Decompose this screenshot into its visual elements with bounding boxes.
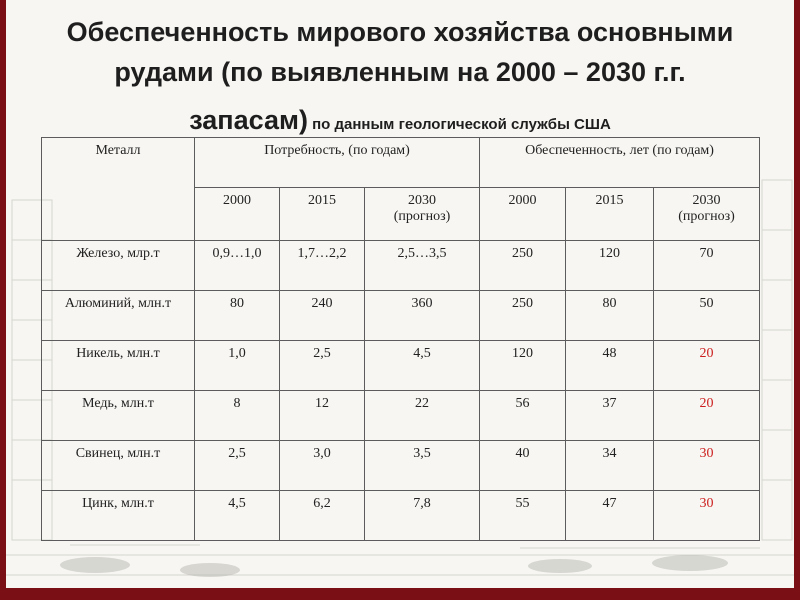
cell-supply-2030-highlight: 30 <box>654 491 760 541</box>
forecast-label: (прогноз) <box>678 209 735 224</box>
cell-supply-2015: 48 <box>566 341 654 391</box>
cell-demand-2015: 2,5 <box>280 341 365 391</box>
table-row <box>42 491 760 541</box>
cell-demand-2015: 12 <box>280 391 365 441</box>
cell-metal: Свинец, млн.т <box>42 441 195 491</box>
cell-supply-2000: 250 <box>480 291 566 341</box>
cell-metal: Алюминий, млн.т <box>42 291 195 341</box>
table-row <box>42 291 760 341</box>
cell-demand-2000: 1,0 <box>195 341 280 391</box>
cell-supply-2030-highlight: 20 <box>654 341 760 391</box>
cell-metal: Цинк, млн.т <box>42 491 195 541</box>
cell-demand-2030: 360 <box>365 291 480 341</box>
bottom-frame-bar <box>0 588 800 600</box>
cell-supply-2015: 34 <box>566 441 654 491</box>
table-row <box>42 441 760 491</box>
table-row <box>42 241 760 291</box>
cell-supply-2000: 56 <box>480 391 566 441</box>
cell-demand-2000: 80 <box>195 291 280 341</box>
cell-supply-2030: 70 <box>654 241 760 291</box>
cell-supply-2030: 50 <box>654 291 760 341</box>
cell-demand-2030: 7,8 <box>365 491 480 541</box>
header-supply-2015: 2015 <box>566 188 654 241</box>
title-line-1: Обеспеченность мирового хозяйства основными <box>66 17 734 47</box>
cell-demand-2015: 6,2 <box>280 491 365 541</box>
header-supply-2030 <box>654 188 760 241</box>
header-supply-2000: 2000 <box>480 188 566 241</box>
ore-supply-table <box>41 137 760 541</box>
cell-demand-2030: 22 <box>365 391 480 441</box>
cell-supply-2000: 250 <box>480 241 566 291</box>
cell-supply-2015: 37 <box>566 391 654 441</box>
cell-demand-2000: 8 <box>195 391 280 441</box>
cell-demand-2000: 2,5 <box>195 441 280 491</box>
cell-supply-2000: 40 <box>480 441 566 491</box>
cell-metal: Никель, млн.т <box>42 341 195 391</box>
title-line-2: рудами (по выявленным на 2000 – 2030 г.г. <box>114 57 686 87</box>
cell-supply-2030-highlight: 20 <box>654 391 760 441</box>
cell-supply-2000: 120 <box>480 341 566 391</box>
cell-metal: Медь, млн.т <box>42 391 195 441</box>
cell-demand-2015: 3,0 <box>280 441 365 491</box>
header-demand-2030 <box>365 188 480 241</box>
header-metal: Металл <box>42 138 195 241</box>
cell-demand-2030: 4,5 <box>365 341 480 391</box>
header-demand-2000: 2000 <box>195 188 280 241</box>
cell-supply-2030-highlight: 30 <box>654 441 760 491</box>
year-label: 2030 <box>408 193 436 208</box>
right-frame-bar <box>794 0 800 600</box>
forecast-label: (прогноз) <box>393 209 451 224</box>
cell-demand-2030: 2,5…3,5 <box>365 241 480 291</box>
cell-supply-2015: 120 <box>566 241 654 291</box>
title-source-note: по данным геологической службы США <box>307 116 611 133</box>
table-row <box>42 341 760 391</box>
cell-supply-2015: 47 <box>566 491 654 541</box>
header-demand-2015: 2015 <box>280 188 365 241</box>
cell-supply-2015: 80 <box>566 291 654 341</box>
header-demand-group: Потребность, (по годам) <box>195 138 480 188</box>
cell-demand-2000: 4,5 <box>195 491 280 541</box>
cell-demand-2030: 3,5 <box>365 441 480 491</box>
table-row <box>42 391 760 441</box>
title-line-3-main: запасам) <box>189 105 308 135</box>
header-supply-group: Обеспеченность, лет (по годам) <box>480 138 760 188</box>
year-label: 2030 <box>692 193 721 208</box>
table-header-row <box>42 138 760 188</box>
cell-demand-2015: 1,7…2,2 <box>280 241 365 291</box>
cell-metal: Железо, млр.т <box>42 241 195 291</box>
cell-demand-2015: 240 <box>280 291 365 341</box>
cell-demand-2000: 0,9…1,0 <box>195 241 280 291</box>
left-frame-bar <box>0 0 6 600</box>
cell-supply-2000: 55 <box>480 491 566 541</box>
slide-title <box>20 12 780 145</box>
